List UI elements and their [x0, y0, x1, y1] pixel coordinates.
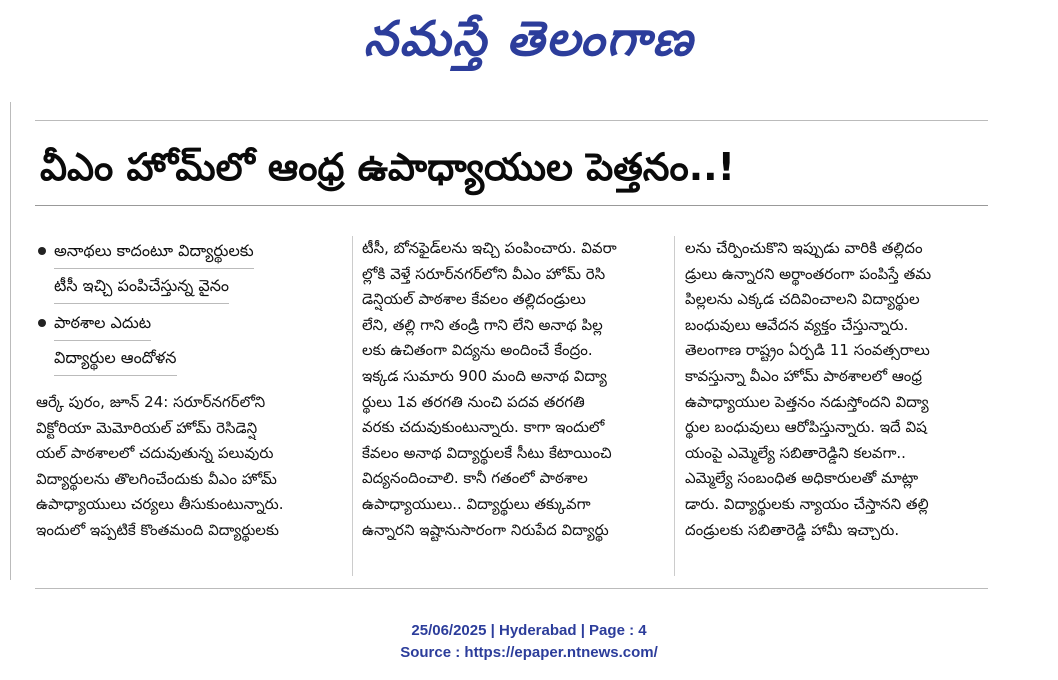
article-headline: వీఎం హోమ్‌లో ఆంధ్ర ఉపాధ్యాయుల పెత్తనం..!: [40, 145, 735, 189]
column-divider: [674, 236, 675, 576]
edition-info: 25/06/2025 | Hyderabad | Page : 4: [411, 622, 647, 639]
body-text: [685, 236, 991, 543]
text-line: కావస్తున్నా వీఎం హోమ్ పాఠశాలలో ఆంధ్ర: [685, 366, 922, 385]
column-divider: [352, 236, 353, 576]
text-line: దండ్రులకు సబితారెడ్డి హామీ ఇచ్చారు.: [685, 520, 900, 539]
top-rule: [35, 120, 988, 121]
text-line: ర్థులు 1వ తరగతి నుంచి పదవ తరగతి: [362, 392, 585, 411]
text-line: డ్రులు ఉన్నారని అర్థాంతరంగా పంపిస్తే తమ: [685, 264, 932, 283]
text-line: ఉపాధ్యాయుల పెత్తనం నడుస్తోందని విద్యా: [685, 392, 929, 411]
article-clipping: [10, 102, 990, 590]
text-line: విద్యార్థులను తొలగించేందుకు వీఎం హోమ్: [36, 469, 277, 488]
text-line: ఉపాధ్యాయులు చర్యలు తీసుకుంటున్నారు.: [36, 495, 284, 514]
bullet-icon: [38, 247, 46, 255]
footer: [0, 620, 1058, 664]
highlight-line: టీసీ ఇచ్చి పంపిచేస్తున్న వైనం: [54, 269, 229, 304]
text-line: ఇందులో ఇప్పటికే కొంతమంది విద్యార్థులకు: [36, 520, 279, 539]
text-line: ఎమ్మెల్యే సంబంధిత అధికారులతో మాట్లా: [685, 469, 919, 488]
bullet-icon: [38, 319, 46, 327]
body-text: [362, 236, 668, 543]
text-line: తెలంగాణ రాష్ట్రం ఏర్పడి 11 సంవత్సరాలు: [685, 341, 930, 360]
text-line: డెన్షియల్ పాఠశాల కేవలం తల్లిదండ్రులు: [362, 290, 586, 309]
highlight-item: [36, 234, 342, 304]
text-line: ల్లోకి వెళ్తే సరూర్‌నగర్‌లోని వీఎం హోమ్ రెసి: [362, 264, 606, 283]
headline-rule: [35, 205, 988, 206]
text-line: లకు ఉచితంగా విద్యను అందించే కేంద్రం.: [362, 341, 593, 360]
text-line: పిల్లలను ఎక్కడ చదివించాలని విద్యార్థుల: [685, 290, 920, 309]
article-column-1: [36, 234, 342, 544]
text-line: లను చేర్పించుకొని ఇప్పుడు వారికి తల్లిదం: [685, 239, 923, 257]
text-line: బంధువులు ఆవేదన వ్యక్తం చేస్తున్నారు.: [685, 315, 909, 334]
bottom-rule: [35, 588, 988, 589]
text-line: ఇక్కడ సుమారు 900 మంది అనాథ విద్యా: [362, 366, 607, 385]
text-line: డారు. విద్యార్థులకు న్యాయం చేస్తానని తల్లి: [685, 494, 929, 513]
text-line: యల్ పాఠశాలలో చదువుతున్న పలువురు: [36, 444, 274, 463]
clip-border: [10, 102, 11, 580]
text-line: ర్థుల బంధువులు ఆరోపిస్తున్నారు. ఇదే విష: [685, 418, 927, 437]
text-line: ఆర్కే పురం, జూన్ 24: సరూర్‌నగర్‌లోని: [36, 393, 266, 411]
text-line: విద్యనందించాలి. కానీ గతంలో పాఠశాల: [362, 469, 588, 488]
article-column-2: [362, 236, 668, 543]
text-line: విక్టోరియా మెమోరియల్ హోమ్ రెసిడెన్షి: [36, 418, 258, 437]
highlights: [36, 234, 342, 376]
highlight-line: విద్యార్థుల ఆందోళన: [54, 341, 177, 376]
text-line: ఉన్నారని ఇష్టానుసారంగా నిరుపేద విద్యార్థు: [362, 520, 609, 539]
text-line: టీసీ, బోనఫైడ్‌లను ఇచ్చి పంపించారు. వివరా: [362, 239, 617, 257]
text-line: యంపై ఎమ్మెల్యే సబితారెడ్డిని కలవగా..: [685, 443, 906, 462]
body-text: [36, 390, 342, 544]
masthead-title: నమస్తే తెలంగాణ: [363, 11, 695, 67]
text-line: కేవలం అనాథ విద్యార్థులకే సీటు కేటాయించి: [362, 443, 612, 462]
masthead: [0, 6, 1058, 76]
text-line: ఉపాధ్యాయులు.. విద్యార్థులు తక్కువగా: [362, 494, 591, 513]
text-line: లేని, తల్లి గాని తండ్రి గాని లేని అనాథ పిల్ల: [362, 315, 603, 334]
text-line: వరకు చదువుకుంటున్నారు. కాగా ఇందులో: [362, 418, 605, 437]
highlight-line: పాఠశాల ఎదుట: [54, 306, 151, 341]
source-link[interactable]: Source : https://epaper.ntnews.com/: [400, 644, 658, 661]
highlight-line: అనాథలు కాదంటూ విద్యార్థులకు: [54, 234, 254, 269]
highlight-item: [36, 306, 342, 376]
article-column-3: [685, 236, 991, 543]
